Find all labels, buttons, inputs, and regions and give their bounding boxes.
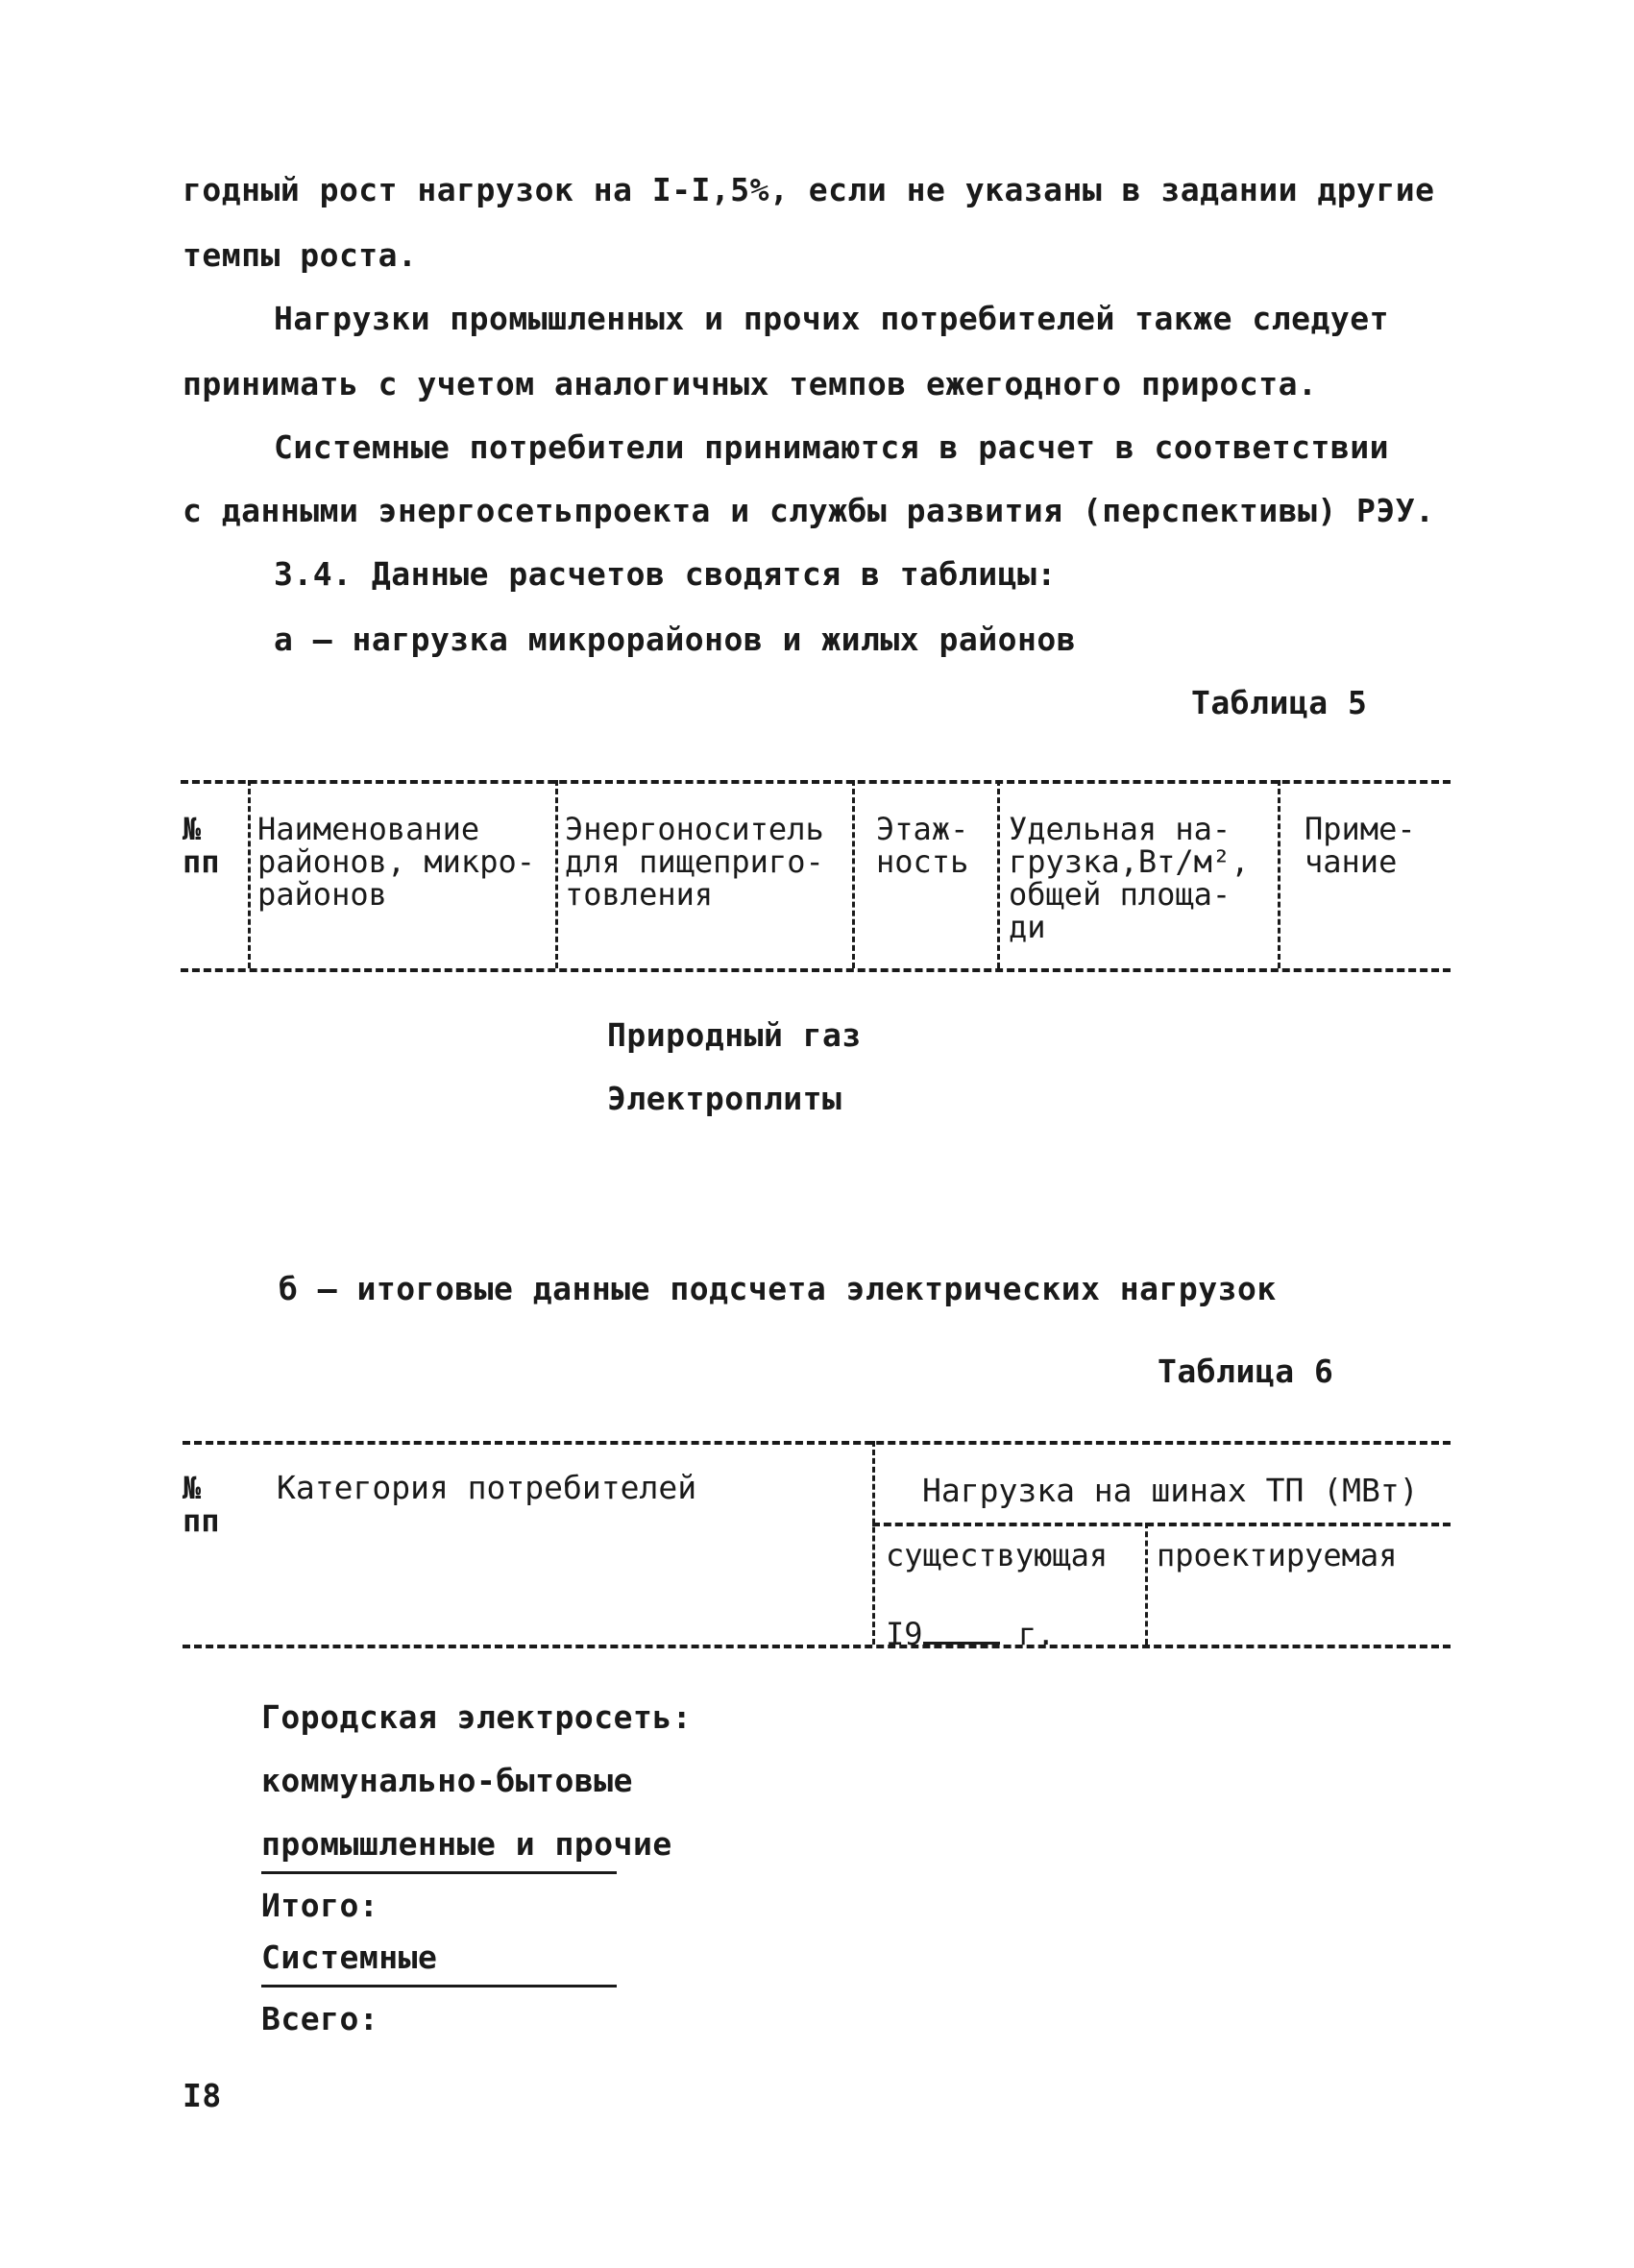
paragraph-line: темпы роста. — [183, 236, 418, 274]
paragraph-line: Системные потребители принимаются в расчет в соответствии — [274, 428, 1389, 466]
table6-header-existing-year — [886, 1585, 1055, 1650]
paragraph-line: с данными энергосетьпроекта и службы развития (перспективы) РЭУ. — [183, 492, 1435, 529]
paragraph-line: Нагрузки промышленных и прочих потребителей также следует — [274, 300, 1389, 337]
table6-subtotal-rule — [261, 1871, 617, 1874]
table5-col-divider — [852, 780, 855, 968]
table5-col-divider — [555, 780, 558, 968]
table5-top-rule — [181, 780, 1451, 784]
table5-col-divider — [1278, 780, 1280, 968]
table5-caption: Таблица 5 — [1191, 684, 1368, 721]
year-prefix: I9 — [886, 1616, 923, 1652]
paragraph-line: принимать с учетом аналогичных темпов ежегодного прироста. — [183, 365, 1318, 402]
list-item-a: а – нагрузка микрорайонов и жилых районов — [274, 621, 1077, 658]
table5-header-floors: Этаж- ность — [876, 811, 969, 880]
table6-row: коммунально-бытовые — [261, 1762, 633, 1799]
table6-total-rule — [261, 1985, 617, 1988]
year-blank — [923, 1641, 1000, 1645]
table6-row: Городская электросеть: — [261, 1698, 693, 1736]
page-number: I8 — [183, 2077, 222, 2114]
year-suffix: г. — [1017, 1616, 1056, 1652]
table6-header-existing: существующая — [886, 1537, 1109, 1573]
table5-header-num: № пп — [183, 811, 220, 880]
table6-header-projected: проектируемая — [1157, 1537, 1398, 1573]
table5-row: Природный газ — [607, 1016, 862, 1054]
table6-row: Итого: — [261, 1887, 379, 1924]
table6-header-num: № пп — [183, 1470, 220, 1539]
table6-header-load-group: Нагрузка на шинах ТП (МВт) — [922, 1472, 1419, 1509]
table6-col-divider — [872, 1441, 875, 1645]
table5-header-load: Удельная на- грузка,Вт/м², общей площа- ди — [1009, 811, 1250, 945]
table5-col-divider — [248, 780, 251, 968]
table6-bottom-rule — [183, 1645, 1451, 1648]
table6-top-rule — [183, 1441, 1451, 1445]
table5-row: Электроплиты — [607, 1080, 842, 1117]
table6-row: Всего: — [261, 2000, 379, 2037]
table6-row: Системные — [261, 1939, 438, 1976]
table5-header-energy: Энергоноситель для пищеприго- товления — [565, 811, 824, 913]
table6-subheader-rule — [872, 1523, 1451, 1526]
table6-row: промышленные и прочие — [261, 1825, 672, 1863]
table5-col-divider — [997, 780, 1000, 968]
section-heading: 3.4. Данные расчетов сводятся в таблицы: — [274, 555, 1057, 593]
table5-bottom-rule — [181, 968, 1451, 972]
table6-col-divider — [1145, 1523, 1148, 1645]
table5-header-name: Наименование районов, микро- районов — [257, 811, 535, 913]
table6-caption: Таблица 6 — [1158, 1353, 1334, 1390]
table6-header-category: Категория потребителей — [277, 1469, 697, 1506]
list-item-b: б – итоговые данные подсчета электрических нагрузок — [279, 1270, 1277, 1307]
table5-header-note: Приме- чание — [1305, 811, 1416, 880]
paragraph-line: годный рост нагрузок на I-I,5%, если не указаны в задании другие — [183, 171, 1435, 208]
